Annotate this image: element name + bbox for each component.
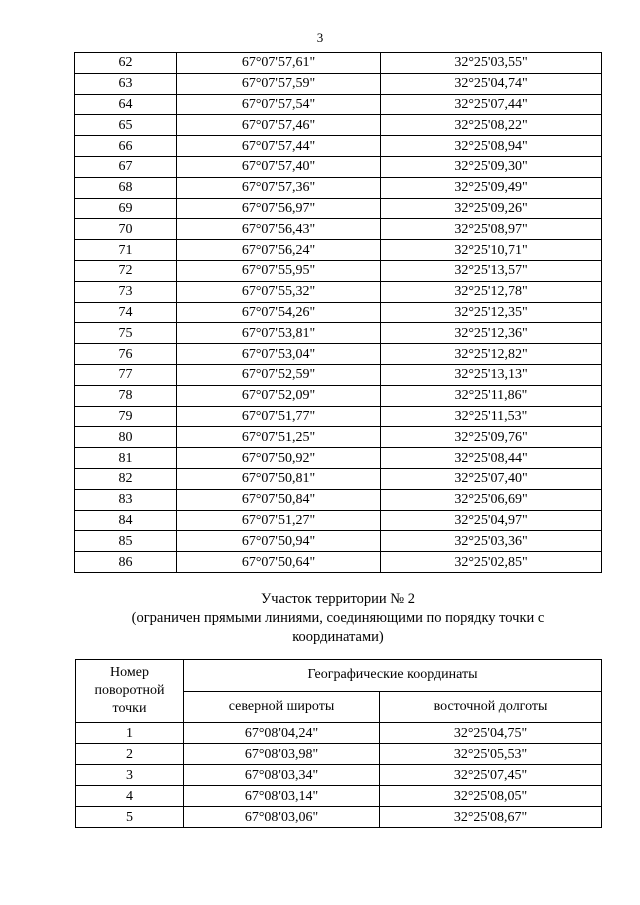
cell-point-number: 85 (75, 531, 177, 552)
cell-east-longitude: 32°25'03,36" (381, 531, 602, 552)
table-row (75, 531, 602, 552)
table-row (75, 323, 602, 344)
cell-north-latitude: 67°07'50,94" (177, 531, 381, 552)
cell-north-latitude: 67°07'53,81" (177, 323, 381, 344)
cell-east-longitude: 32°25'03,55" (381, 53, 602, 74)
cell-north-latitude: 67°07'57,61" (177, 53, 381, 74)
cell-point-number: 1 (76, 723, 184, 744)
section-subtitle: (ограничен прямыми линиями, соединяющими по порядку точки с координатами) (131, 610, 545, 645)
cell-east-longitude: 32°25'11,86" (381, 385, 602, 406)
cell-north-latitude: 67°07'53,04" (177, 344, 381, 365)
cell-point-number: 63 (75, 73, 177, 94)
cell-point-number: 82 (75, 468, 177, 489)
cell-point-number: 86 (75, 552, 177, 573)
cell-north-latitude: 67°07'57,36" (177, 177, 381, 198)
cell-point-number: 83 (75, 489, 177, 510)
cell-point-number: 79 (75, 406, 177, 427)
cell-point-number: 81 (75, 448, 177, 469)
cell-north-latitude: 67°08'03,06" (184, 807, 380, 828)
cell-point-number: 69 (75, 198, 177, 219)
cell-north-latitude: 67°07'57,46" (177, 115, 381, 136)
cell-east-longitude: 32°25'12,36" (381, 323, 602, 344)
cell-north-latitude: 67°07'51,25" (177, 427, 381, 448)
table-row (75, 177, 602, 198)
header-north-latitude: северной широты (184, 691, 380, 723)
cell-point-number: 4 (76, 786, 184, 807)
cell-north-latitude: 67°07'55,32" (177, 281, 381, 302)
cell-east-longitude: 32°25'12,82" (381, 344, 602, 365)
cell-point-number: 67 (75, 156, 177, 177)
table-row (75, 427, 602, 448)
coordinates-table-2 (75, 659, 602, 828)
table-row (75, 198, 602, 219)
cell-point-number: 71 (75, 240, 177, 261)
table-row (75, 448, 602, 469)
cell-north-latitude: 67°07'57,44" (177, 136, 381, 157)
cell-point-number: 64 (75, 94, 177, 115)
cell-north-latitude: 67°07'51,77" (177, 406, 381, 427)
cell-point-number: 3 (76, 765, 184, 786)
cell-east-longitude: 32°25'09,30" (381, 156, 602, 177)
table-row (75, 94, 602, 115)
cell-north-latitude: 67°07'57,40" (177, 156, 381, 177)
cell-east-longitude: 32°25'08,22" (381, 115, 602, 136)
table-row (75, 364, 602, 385)
cell-point-number: 2 (76, 744, 184, 765)
table-row (75, 344, 602, 365)
table-row (75, 73, 602, 94)
cell-point-number: 84 (75, 510, 177, 531)
section-title: Участок территории № 2 (260, 591, 416, 607)
cell-north-latitude: 67°07'57,54" (177, 94, 381, 115)
table-row (75, 281, 602, 302)
table-row (76, 765, 602, 786)
cell-east-longitude: 32°25'08,67" (380, 807, 602, 828)
table-row (76, 723, 602, 744)
cell-east-longitude: 32°25'12,78" (381, 281, 602, 302)
cell-north-latitude: 67°08'03,34" (184, 765, 380, 786)
cell-point-number: 5 (76, 807, 184, 828)
cell-north-latitude: 67°08'03,98" (184, 744, 380, 765)
cell-point-number: 72 (75, 260, 177, 281)
table-row (75, 510, 602, 531)
table-row (75, 219, 602, 240)
cell-point-number: 76 (75, 344, 177, 365)
cell-north-latitude: 67°07'50,81" (177, 468, 381, 489)
cell-north-latitude: 67°07'56,43" (177, 219, 381, 240)
table-row (75, 406, 602, 427)
cell-point-number: 65 (75, 115, 177, 136)
cell-east-longitude: 32°25'05,53" (380, 744, 602, 765)
page-number: 3 (316, 30, 324, 45)
cell-east-longitude: 32°25'07,44" (381, 94, 602, 115)
cell-east-longitude: 32°25'09,26" (381, 198, 602, 219)
table-row (76, 744, 602, 765)
cell-east-longitude: 32°25'06,69" (381, 489, 602, 510)
cell-point-number: 73 (75, 281, 177, 302)
cell-east-longitude: 32°25'04,75" (380, 723, 602, 744)
cell-point-number: 70 (75, 219, 177, 240)
table-row (75, 468, 602, 489)
table-row (75, 136, 602, 157)
cell-east-longitude: 32°25'08,05" (380, 786, 602, 807)
cell-north-latitude: 67°07'55,95" (177, 260, 381, 281)
cell-east-longitude: 32°25'13,57" (381, 260, 602, 281)
cell-east-longitude: 32°25'07,45" (380, 765, 602, 786)
cell-north-latitude: 67°08'03,14" (184, 786, 380, 807)
table-row (75, 260, 602, 281)
cell-east-longitude: 32°25'02,85" (381, 552, 602, 573)
cell-east-longitude: 32°25'04,97" (381, 510, 602, 531)
table-row (76, 807, 602, 828)
cell-east-longitude: 32°25'11,53" (381, 406, 602, 427)
cell-north-latitude: 67°07'54,26" (177, 302, 381, 323)
cell-east-longitude: 32°25'08,97" (381, 219, 602, 240)
section-heading (100, 590, 576, 647)
cell-north-latitude: 67°07'50,64" (177, 552, 381, 573)
cell-east-longitude: 32°25'13,13" (381, 364, 602, 385)
cell-point-number: 62 (75, 53, 177, 74)
cell-east-longitude: 32°25'08,94" (381, 136, 602, 157)
cell-point-number: 74 (75, 302, 177, 323)
cell-east-longitude: 32°25'09,76" (381, 427, 602, 448)
cell-point-number: 78 (75, 385, 177, 406)
cell-north-latitude: 67°08'04,24" (184, 723, 380, 744)
cell-point-number: 68 (75, 177, 177, 198)
table-row (75, 302, 602, 323)
cell-north-latitude: 67°07'50,84" (177, 489, 381, 510)
cell-point-number: 80 (75, 427, 177, 448)
coordinates-table-1 (74, 52, 602, 573)
table-row (75, 53, 602, 74)
cell-north-latitude: 67°07'57,59" (177, 73, 381, 94)
cell-point-number: 66 (75, 136, 177, 157)
cell-east-longitude: 32°25'08,44" (381, 448, 602, 469)
table-row (75, 489, 602, 510)
cell-point-number: 75 (75, 323, 177, 344)
table-row (75, 385, 602, 406)
cell-point-number: 77 (75, 364, 177, 385)
cell-east-longitude: 32°25'09,49" (381, 177, 602, 198)
cell-east-longitude: 32°25'07,40" (381, 468, 602, 489)
header-geo-coordinates: Географические координаты (184, 660, 602, 692)
cell-north-latitude: 67°07'51,27" (177, 510, 381, 531)
cell-north-latitude: 67°07'52,59" (177, 364, 381, 385)
cell-north-latitude: 67°07'56,97" (177, 198, 381, 219)
cell-east-longitude: 32°25'10,71" (381, 240, 602, 261)
table-row (75, 552, 602, 573)
cell-north-latitude: 67°07'56,24" (177, 240, 381, 261)
cell-north-latitude: 67°07'52,09" (177, 385, 381, 406)
header-point-number: Номер поворотной точки (76, 660, 184, 723)
header-east-longitude: восточной долготы (380, 691, 602, 723)
cell-east-longitude: 32°25'04,74" (381, 73, 602, 94)
table-row (75, 115, 602, 136)
cell-east-longitude: 32°25'12,35" (381, 302, 602, 323)
cell-north-latitude: 67°07'50,92" (177, 448, 381, 469)
table-row (75, 240, 602, 261)
table-row (75, 156, 602, 177)
table-row (76, 786, 602, 807)
